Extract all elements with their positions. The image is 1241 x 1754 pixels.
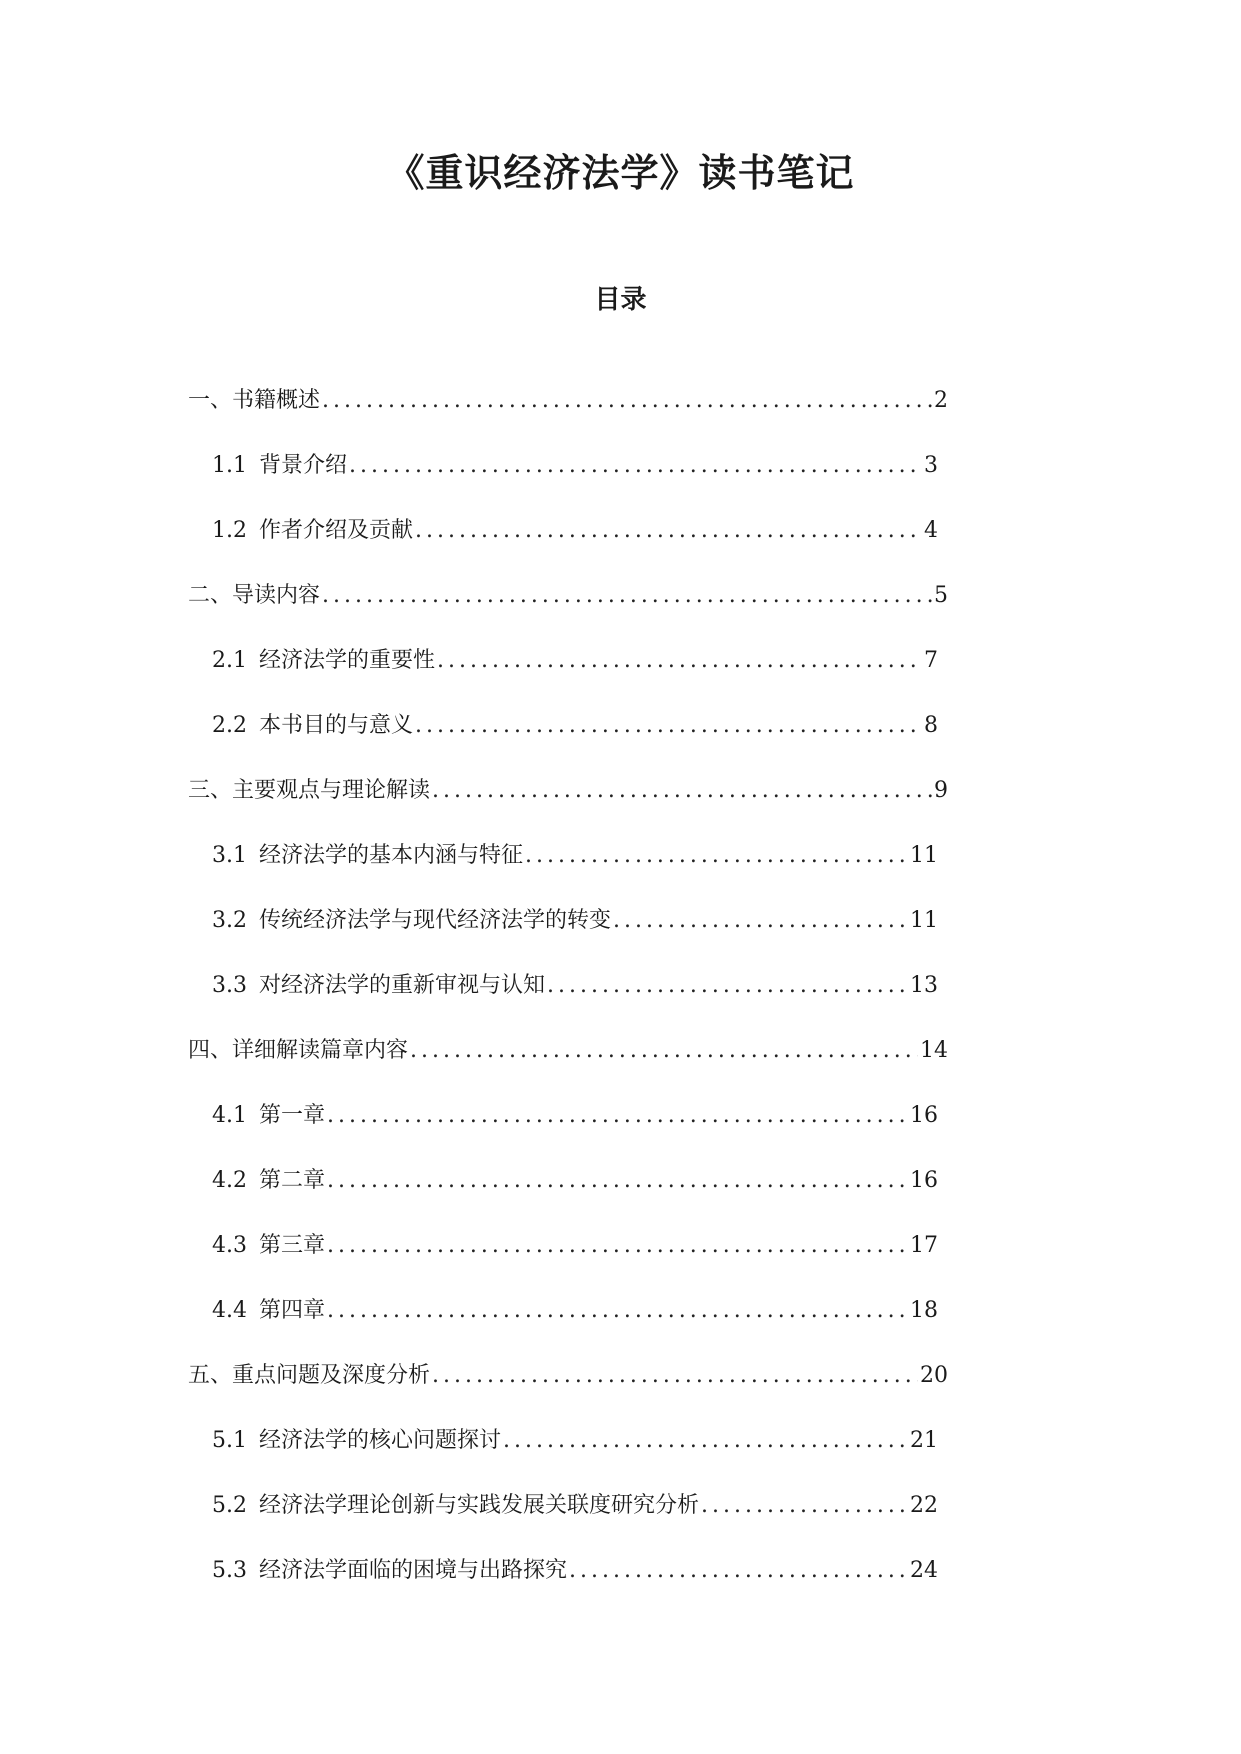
toc-entry-label: 第三章: [259, 1233, 326, 1258]
toc-entry-label: 一、书籍概述: [188, 388, 321, 413]
toc-entry-3-1[interactable]: [212, 839, 938, 873]
toc-leader-dots: [349, 449, 922, 483]
toc-leader-dots: [410, 1034, 918, 1068]
toc-leader-dots: [415, 709, 922, 743]
toc-page-number: 4: [924, 518, 938, 543]
toc-entry-label: 经济法学理论创新与实践发展关联度研究分析: [259, 1493, 700, 1518]
toc-page-number: 7: [924, 648, 938, 673]
toc-leader-dots: [327, 1294, 908, 1328]
toc-leader-dots: [503, 1424, 908, 1458]
toc-entry-5-2[interactable]: [212, 1489, 938, 1523]
toc-leader-dots: [547, 969, 908, 1003]
toc-entry-label: 第四章: [259, 1298, 326, 1323]
toc-entry-number: 1.1: [212, 453, 247, 478]
toc-leader-dots: [432, 774, 932, 808]
toc-entry-3-3[interactable]: [212, 969, 938, 1003]
toc-page-number: 16: [910, 1168, 938, 1193]
toc-entry-number: 5.3: [212, 1558, 247, 1583]
toc-entry-4-3[interactable]: [212, 1229, 938, 1263]
toc-entry-label: 背景介绍: [259, 453, 348, 478]
toc-entry-section-1[interactable]: [188, 384, 948, 418]
toc-entry-number: 2.2: [212, 713, 247, 738]
toc-leader-dots: [327, 1164, 908, 1198]
toc-entry-1-2[interactable]: [212, 514, 938, 548]
toc-page-number: 22: [910, 1493, 938, 1518]
toc-entry-4-1[interactable]: [212, 1099, 938, 1133]
toc-entry-section-3[interactable]: [188, 774, 948, 808]
toc-entry-label: 四、详细解读篇章内容: [188, 1038, 409, 1063]
toc-entry-number: 4.1: [212, 1103, 247, 1128]
toc-leader-dots: [322, 384, 932, 418]
toc-entry-number: 3.3: [212, 973, 247, 998]
toc-page-number: 18: [910, 1298, 938, 1323]
toc-leader-dots: [613, 904, 908, 938]
toc-entry-3-2[interactable]: [212, 904, 938, 938]
toc-leader-dots: [701, 1489, 908, 1523]
toc-leader-dots: [525, 839, 908, 873]
toc-entry-number: 3.1: [212, 843, 247, 868]
toc-entry-label: 传统经济法学与现代经济法学的转变: [259, 908, 612, 933]
toc-page-number: 17: [910, 1233, 938, 1258]
toc-entry-label: 经济法学面临的困境与出路探究: [259, 1558, 568, 1583]
toc-entry-label: 第二章: [259, 1168, 326, 1193]
toc-entry-label: 第一章: [259, 1103, 326, 1128]
toc-entry-number: 5.1: [212, 1428, 247, 1453]
toc-entry-5-1[interactable]: [212, 1424, 938, 1458]
toc-entry-label: 经济法学的基本内涵与特征: [259, 843, 524, 868]
toc-entry-label: 二、导读内容: [188, 583, 321, 608]
toc-page-number: 24: [910, 1558, 938, 1583]
toc-entry-number: 1.2: [212, 518, 247, 543]
toc-page-number: 9: [934, 778, 948, 803]
toc-page-number: 11: [910, 843, 938, 868]
toc-entry-5-3[interactable]: [212, 1554, 938, 1588]
toc-leader-dots: [569, 1554, 908, 1588]
toc-page-number: 20: [920, 1363, 948, 1388]
toc-entry-number: 3.2: [212, 908, 247, 933]
document-title: 《重识经济法学》读书笔记: [386, 151, 855, 195]
toc-leader-dots: [322, 579, 932, 613]
toc-page-number: 11: [910, 908, 938, 933]
toc-entry-label: 本书目的与意义: [259, 713, 414, 738]
toc-page-number: 16: [910, 1103, 938, 1128]
toc-entry-label: 对经济法学的重新审视与认知: [259, 973, 546, 998]
toc-entry-2-1[interactable]: [212, 644, 938, 678]
toc-entry-label: 作者介绍及贡献: [259, 518, 414, 543]
toc-entry-label: 三、主要观点与理论解读: [188, 778, 431, 803]
toc-leader-dots: [327, 1099, 908, 1133]
toc-page-number: 2: [934, 388, 948, 413]
toc-entry-1-1[interactable]: [212, 449, 938, 483]
toc-entry-section-5[interactable]: [188, 1359, 948, 1393]
toc-entry-number: 5.2: [212, 1493, 247, 1518]
toc-entry-section-4[interactable]: [188, 1034, 948, 1068]
toc-leader-dots: [327, 1229, 908, 1263]
toc-entry-number: 2.1: [212, 648, 247, 673]
toc-page-number: 5: [934, 583, 948, 608]
toc-entry-label: 五、重点问题及深度分析: [188, 1363, 431, 1388]
toc-page-number: 21: [910, 1428, 938, 1453]
toc-leader-dots: [437, 644, 922, 678]
toc-entry-label: 经济法学的核心问题探讨: [259, 1428, 502, 1453]
toc-heading: 目录: [594, 285, 647, 315]
toc-entry-number: 4.3: [212, 1233, 247, 1258]
toc-entry-number: 4.4: [212, 1298, 247, 1323]
toc-leader-dots: [432, 1359, 918, 1393]
toc-page-number: 3: [924, 453, 938, 478]
toc-entry-label: 经济法学的重要性: [259, 648, 436, 673]
toc-page-number: 14: [920, 1038, 948, 1063]
toc-page-number: 13: [910, 973, 938, 998]
toc-entry-4-2[interactable]: [212, 1164, 938, 1198]
toc-page-number: 8: [924, 713, 938, 738]
toc-leader-dots: [415, 514, 922, 548]
toc-entry-4-4[interactable]: [212, 1294, 938, 1328]
toc-entry-2-2[interactable]: [212, 709, 938, 743]
toc-entry-number: 4.2: [212, 1168, 247, 1193]
toc-entry-section-2[interactable]: [188, 579, 948, 613]
